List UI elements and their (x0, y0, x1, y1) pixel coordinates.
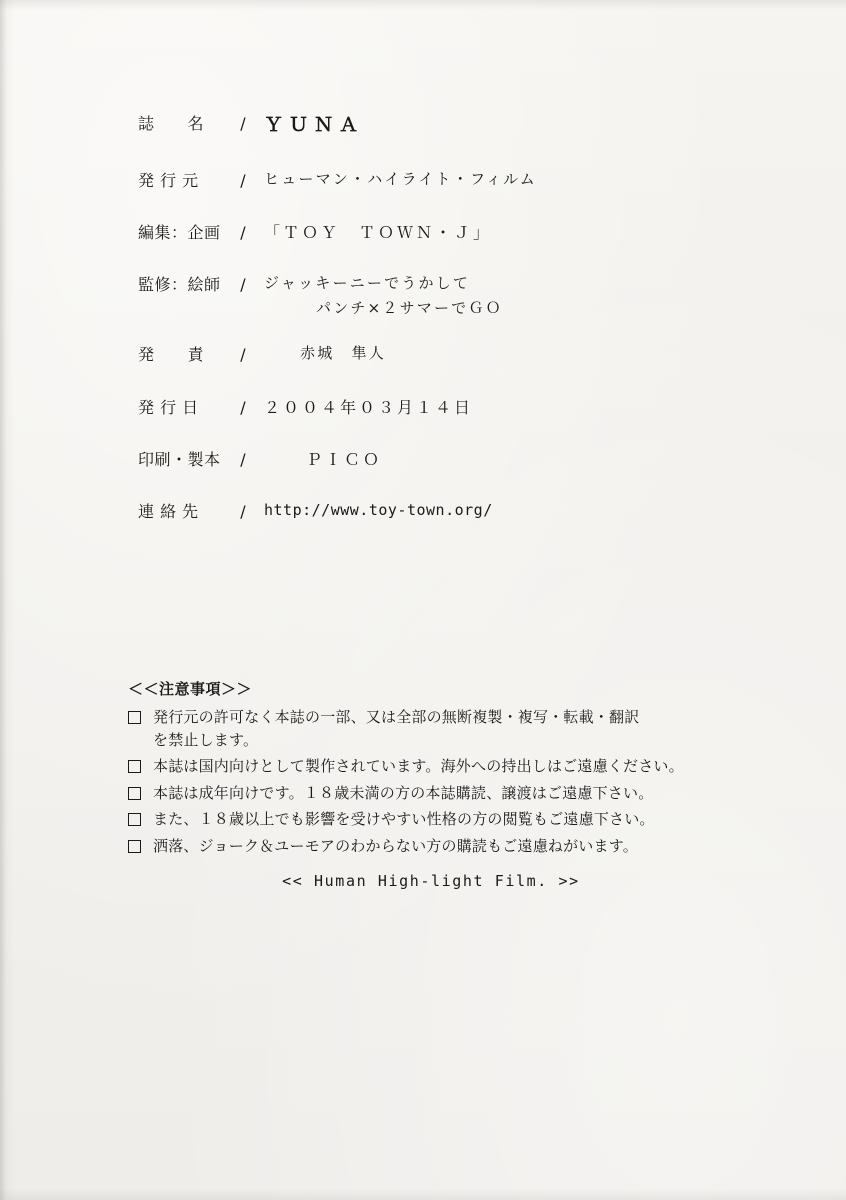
notice-item (128, 706, 748, 751)
page-edge-shadow-bottom (0, 1188, 846, 1200)
colophon-separator: / (240, 222, 246, 242)
notice-item (128, 808, 748, 831)
colophon-row-editing (138, 221, 738, 244)
colophon-block (138, 112, 738, 552)
colophon-value-supervision (256, 273, 738, 320)
colophon-row-contact (138, 500, 738, 523)
colophon-separator: / (240, 501, 246, 521)
colophon-label: 誌 名 (138, 114, 205, 133)
colophon-separator: / (240, 345, 246, 365)
colophon-separator: / (240, 170, 246, 190)
checkbox-icon (128, 840, 141, 853)
colophon-label: 印刷・製本 (138, 449, 221, 469)
colophon-value-title: ＹＵＮＡ (264, 114, 365, 136)
colophon-label: 発 責 (138, 345, 205, 365)
colophon-label: 監修：絵師 (138, 274, 221, 294)
notice-item (128, 755, 748, 778)
notice-item-text: また、１８歳以上でも影響を受けやすい性格の方の閲覧もご遠慮下さい。 (153, 810, 655, 828)
colophon-value-printing-text: ＰＩＣＯ (306, 449, 383, 469)
checkbox-icon (128, 813, 141, 826)
notice-item-text: 洒落、ジョーク＆ユーモアのわからない方の購読もご遠慮ねがいます。 (153, 836, 638, 855)
footer-imprint (0, 872, 846, 890)
checkbox-icon (128, 787, 141, 800)
colophon-separator: / (240, 449, 246, 469)
notice-item-text (153, 706, 748, 751)
colophon-separator: / (240, 397, 246, 417)
colophon-value-supervision-line2: パンチ×２サマーでＧＯ (316, 298, 503, 317)
colophon-row-publisher (138, 169, 738, 192)
page-edge-shadow-top (0, 0, 846, 10)
colophon-row-date (138, 396, 738, 419)
colophon-label: 発 行 日 (138, 397, 199, 417)
notice-title: ＜＜注意事項＞＞ (128, 680, 253, 698)
colophon-value-printing (256, 448, 738, 471)
colophon-value-publisher: ヒューマン・ハイライト・フィルム (264, 169, 537, 188)
footer-imprint-text: << Human High-light Film. >> (282, 872, 580, 890)
checkbox-icon (128, 711, 141, 724)
colophon-row-printing (138, 448, 738, 471)
colophon-value-responsible-text: 赤城 隼人 (300, 344, 387, 363)
colophon-label: 発 行 元 (138, 170, 199, 190)
notice-item-text: 本誌は成年向けです。１８歳未満の方の本誌購読、譲渡はご遠慮下さい。 (153, 783, 654, 802)
colophon-row-title (138, 112, 738, 140)
page-edge-shadow-left (0, 0, 14, 1200)
colophon-value-supervision-line1: ジャッキーニーでうかして (264, 273, 471, 292)
colophon-value-editing: 「ＴＯＹ ＴＯＷＮ・Ｊ」 (264, 222, 493, 242)
notice-item-line1: 発行元の許可なく本誌の一部、又は全部の無断複製・複写・転載・翻訳 (153, 708, 640, 726)
notice-item (128, 835, 748, 858)
notice-item-text: 本誌は国内向けとして製作されています。海外への持出しはご遠慮ください。 (153, 757, 684, 775)
colophon-label: 編集：企画 (138, 222, 221, 242)
colophon-row-responsible (138, 343, 738, 366)
colophon-label: 連 絡 先 (138, 501, 199, 521)
colophon-row-supervision (138, 273, 738, 320)
colophon-value-responsible (256, 343, 738, 365)
notice-item-line2: を禁止します。 (153, 730, 259, 749)
checkbox-icon (128, 760, 141, 773)
colophon-value-date: ２００４年０３月１４日 (264, 397, 474, 417)
colophon-separator: / (240, 114, 246, 133)
notice-item (128, 782, 748, 805)
notice-block (128, 678, 748, 861)
colophon-value-contact-url[interactable]: http://www.toy-town.org/ (264, 500, 493, 519)
colophon-separator: / (240, 274, 246, 294)
